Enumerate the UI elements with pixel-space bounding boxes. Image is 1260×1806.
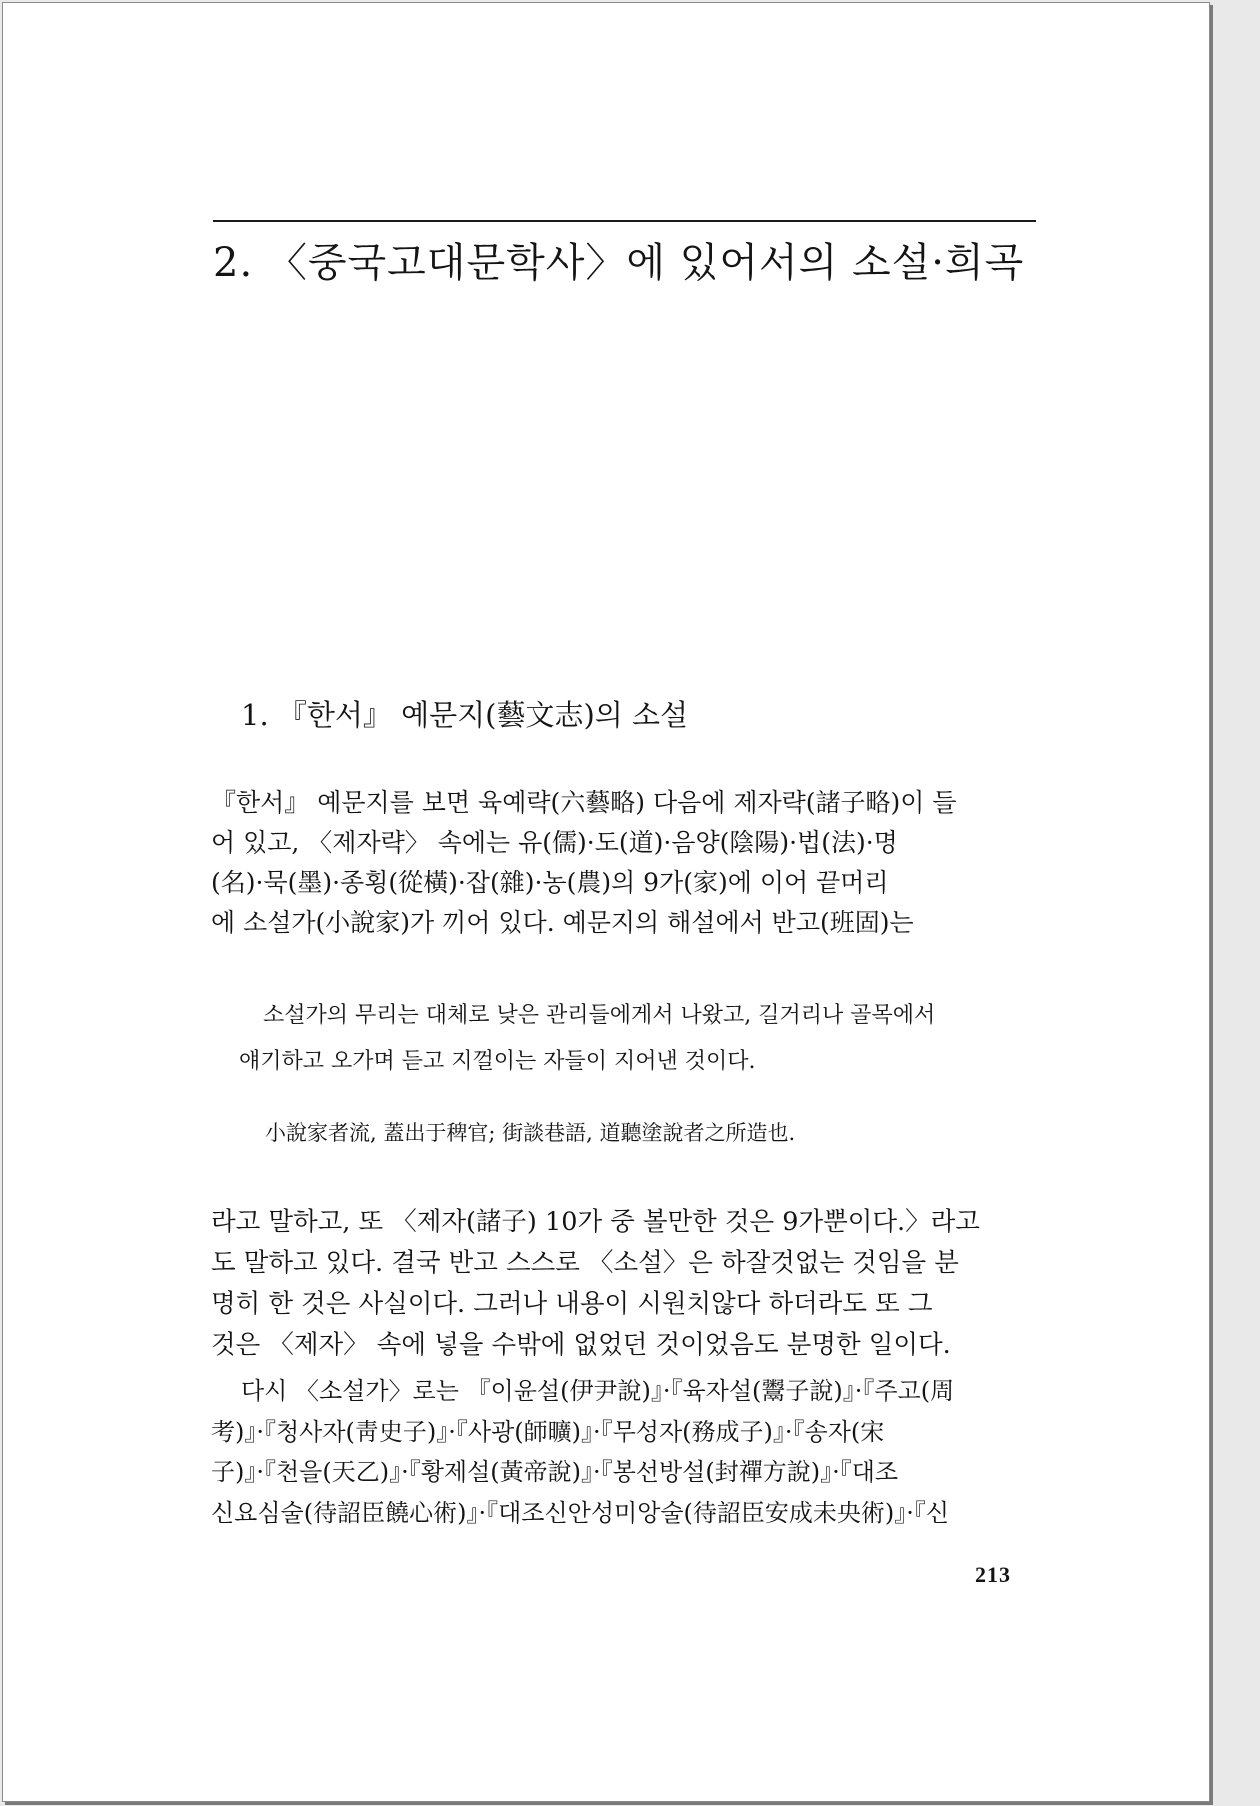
text-line: 어 있고, 〈제자략〉 속에는 유(儒)·도(道)·음양(陰陽)·법(法)·명 bbox=[211, 828, 898, 857]
chapter-title: 2. 〈중국고대문학사〉에 있어서의 소설·희곡 bbox=[213, 240, 1025, 286]
text-line: 신요심술(待詔臣饒心術)』·『대조신안성미앙술(待詔臣安成未央術)』·『신 bbox=[211, 1498, 950, 1527]
chapter-divider-line bbox=[213, 220, 1036, 222]
paragraph-2 bbox=[211, 1202, 1049, 1366]
text-line: 라고 말하고, 또 〈제자(諸子) 10가 중 볼만한 것은 9가뿐이다.〉라고 bbox=[211, 1207, 980, 1237]
paragraph-3 bbox=[211, 1371, 1049, 1533]
block-quote-chinese: 小說家者流, 蓋出于稗官; 街談巷語, 道聽塗說者之所造也. bbox=[265, 1121, 796, 1145]
paragraph-1 bbox=[211, 783, 1049, 943]
text-line: (名)·묵(墨)·종횡(從橫)·잡(雜)·농(農)의 9가(家)에 이어 끝머리 bbox=[211, 868, 889, 897]
quote-line: 소설가의 무리는 대체로 낮은 관리들에게서 나왔고, 길거리나 골목에서 bbox=[263, 1003, 936, 1028]
text-line: 명히 한 것은 사실이다. 그러나 내용이 시원치않다 하더라도 또 그 bbox=[211, 1289, 933, 1319]
section-heading: 1. 『한서』 예문지(藝文志)의 소설 bbox=[241, 698, 689, 732]
text-line: 子)』·『천을(天乙)』·『황제설(黃帝說)』·『봉선방설(封禪方說)』·『대조 bbox=[211, 1458, 899, 1486]
quote-line: 얘기하고 오가며 듣고 지껄이는 자들이 지어낸 것이다. bbox=[239, 1049, 756, 1074]
text-line: 에 소설가(小說家)가 끼어 있다. 예문지의 해설에서 반고(班固)는 bbox=[211, 908, 914, 937]
book-page bbox=[2, 2, 1210, 1802]
block-quote-korean bbox=[239, 993, 1039, 1085]
page-number: 213 bbox=[975, 1562, 1011, 1587]
text-line: 도 말하고 있다. 결국 반고 스스로 〈소설〉은 하잘것없는 것임을 분 bbox=[211, 1248, 959, 1278]
text-line: 것은 〈제자〉 속에 넣을 수밖에 없었던 것이었음도 분명한 일이다. bbox=[211, 1330, 951, 1360]
text-line: 考)』·『청사자(靑史子)』·『사광(師曠)』·『무성자(務成子)』·『송자(宋 bbox=[211, 1417, 885, 1446]
text-line: 『한서』 예문지를 보면 육예략(六藝略) 다음에 제자략(諸子略)이 들 bbox=[211, 788, 957, 817]
text-line: 다시 〈소설가〉로는 『이윤설(伊尹說)』·『육자설(鬻子說)』·『주고(周 bbox=[241, 1377, 955, 1405]
